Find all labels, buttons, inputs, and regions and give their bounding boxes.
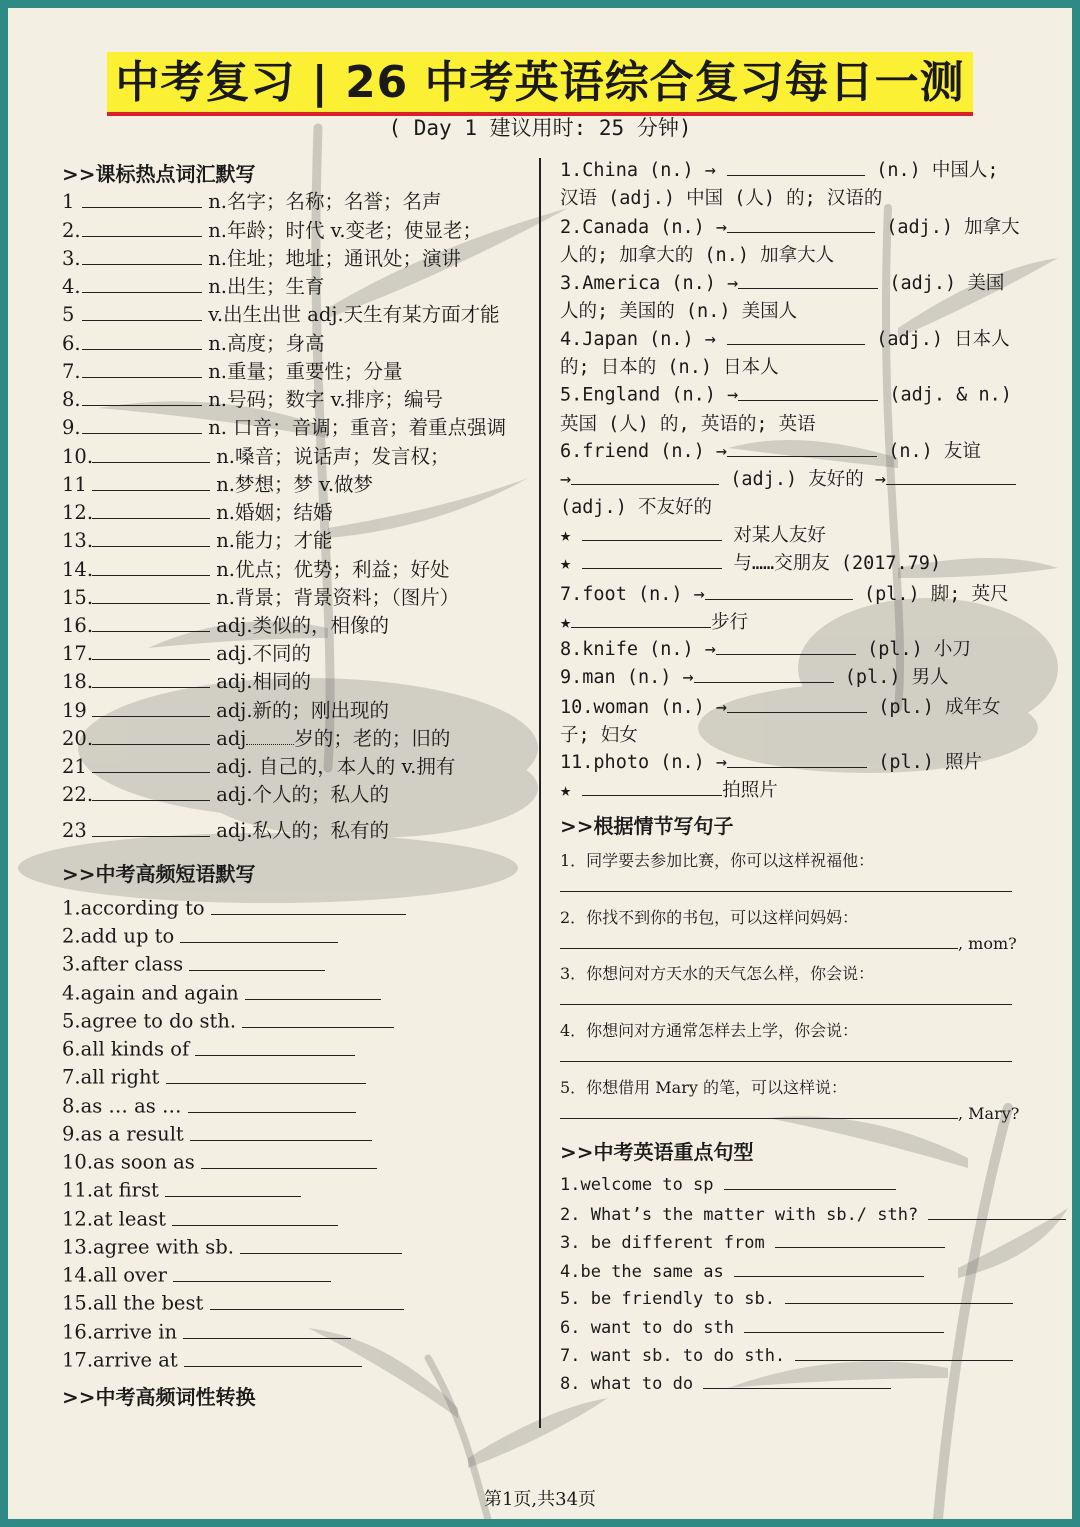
phrase-item bbox=[62, 1036, 355, 1061]
item-number: 20. bbox=[62, 727, 94, 750]
item-definition: n.号码；数字 v.排序；编号 bbox=[208, 388, 444, 411]
vocab-item bbox=[62, 469, 373, 497]
answer-blank[interactable] bbox=[775, 1231, 945, 1248]
phrase-item bbox=[62, 1177, 301, 1202]
situation-answer-line bbox=[560, 876, 1012, 896]
item-number: 16. bbox=[62, 614, 94, 637]
item-number: 18. bbox=[62, 670, 94, 693]
situation-question: 4．你想问对方通常怎样去上学，你会说： bbox=[560, 1021, 859, 1040]
answer-blank[interactable] bbox=[886, 466, 1016, 485]
item-number: 21 bbox=[62, 755, 87, 778]
wordform-line: ★ 步行 bbox=[560, 608, 748, 634]
item-definition: adj.相同的 bbox=[216, 670, 312, 693]
item-definition: n.婚姻；结婚 bbox=[216, 501, 333, 524]
wordform-line: 汉语 (adj.) 中国 (人) 的; 汉语的 bbox=[560, 188, 883, 209]
answer-blank[interactable] bbox=[189, 951, 325, 971]
situation-answer-line bbox=[560, 989, 1012, 1009]
answer-blank[interactable] bbox=[246, 725, 294, 745]
item-definition: adj.类似的，相像的 bbox=[216, 614, 390, 637]
pattern-text: 5. be friendly to sb. bbox=[560, 1289, 775, 1310]
wordform-line: 的; 日本的 (n.) 日本人 bbox=[560, 357, 779, 378]
wordform-line: 4.Japan (n.) → (adj.) 日本人 bbox=[560, 325, 1010, 351]
item-definition: n.嗓音；说话声；发言权； bbox=[216, 445, 450, 468]
pattern-item bbox=[560, 1287, 1013, 1309]
vocab-item bbox=[62, 695, 389, 723]
pos-label: adj bbox=[216, 727, 247, 750]
answer-blank[interactable] bbox=[727, 694, 867, 713]
phrase-text: 5.agree to do sth. bbox=[62, 1009, 237, 1033]
answer-blank[interactable] bbox=[190, 1121, 372, 1141]
vocab-item bbox=[62, 215, 482, 243]
vocab-item bbox=[62, 186, 441, 214]
vocab-item bbox=[62, 356, 402, 384]
item-definition: n.优点；优势；利益；好处 bbox=[216, 558, 450, 581]
wordform-line: 人的; 美国的 (n.) 美国人 bbox=[560, 301, 798, 322]
phrase-text: 15.all the best bbox=[62, 1291, 204, 1315]
answer-blank[interactable] bbox=[92, 527, 210, 547]
answer-blank[interactable] bbox=[744, 1316, 944, 1333]
answer-blank[interactable] bbox=[795, 1344, 1013, 1361]
star-icon: ★ bbox=[560, 780, 572, 801]
answer-blank[interactable] bbox=[183, 1319, 351, 1339]
answer-blank[interactable] bbox=[166, 1064, 366, 1084]
answer-blank[interactable] bbox=[703, 1372, 891, 1389]
phrase-text: 4.again and again bbox=[62, 981, 239, 1005]
answer-blank[interactable] bbox=[560, 1103, 958, 1119]
answer-blank[interactable] bbox=[928, 1203, 1066, 1220]
pattern-text: 7. want sb. to do sth. bbox=[560, 1346, 786, 1367]
phrase-text: 1.according to bbox=[62, 896, 205, 920]
answer-blank[interactable] bbox=[705, 581, 853, 600]
item-definition: n.名字；名称；名誉；名声 bbox=[208, 190, 442, 213]
phrase-item bbox=[62, 980, 381, 1005]
phrase-item bbox=[62, 1290, 404, 1315]
phrase-item bbox=[62, 1319, 351, 1344]
answer-blank[interactable] bbox=[727, 326, 865, 345]
phrase-item bbox=[62, 1234, 402, 1259]
item-number: 4. bbox=[62, 275, 81, 298]
situation-answer-line bbox=[560, 933, 1017, 953]
vocab-item bbox=[62, 723, 450, 751]
phrase-item bbox=[62, 895, 406, 920]
vocab-item bbox=[62, 815, 389, 843]
answer-blank[interactable] bbox=[92, 725, 210, 745]
answer-blank[interactable] bbox=[82, 188, 202, 208]
phrase-item bbox=[62, 1347, 362, 1372]
item-number: 1 bbox=[62, 190, 75, 213]
vocab-item bbox=[62, 525, 332, 553]
title-banner bbox=[8, 52, 1072, 116]
answer-blank[interactable] bbox=[82, 358, 202, 378]
answer-blank[interactable] bbox=[571, 609, 711, 628]
answer-blank[interactable] bbox=[92, 556, 210, 576]
answer-blank[interactable] bbox=[195, 1036, 355, 1056]
phrase-item bbox=[62, 923, 338, 948]
answer-blank[interactable] bbox=[92, 753, 210, 773]
phrase-item bbox=[62, 1149, 377, 1174]
answer-blank[interactable] bbox=[727, 214, 875, 233]
answer-blank[interactable] bbox=[727, 157, 865, 176]
pattern-text: 1.welcome to sp bbox=[560, 1175, 714, 1196]
item-definition: n.重量；重要性；分量 bbox=[208, 360, 403, 383]
item-number: 23 bbox=[62, 819, 87, 842]
phrase-text: 7.all right bbox=[62, 1065, 160, 1089]
answer-blank[interactable] bbox=[82, 386, 202, 406]
pattern-item bbox=[560, 1173, 896, 1195]
item-definition: n.住址；地址；通讯处；演讲 bbox=[208, 247, 461, 270]
section-situations-heading: >>根据情节写句子 bbox=[560, 814, 734, 838]
phrase-item bbox=[62, 1206, 338, 1231]
answer-blank[interactable] bbox=[738, 382, 878, 401]
item-number: 15. bbox=[62, 586, 94, 609]
phrase-item bbox=[62, 1008, 394, 1033]
vocab-item bbox=[62, 243, 461, 271]
answer-blank[interactable] bbox=[92, 668, 210, 688]
phrase-text: 6.all kinds of bbox=[62, 1037, 190, 1061]
situation-question: 2．你找不到你的书包，可以这样问妈妈： bbox=[560, 908, 859, 927]
phrase-item bbox=[62, 1121, 372, 1146]
item-number: 17. bbox=[62, 642, 94, 665]
wordform-line: 1.China (n.) → (n.) 中国人; bbox=[560, 156, 999, 182]
wordform-line: 2.Canada (n.) → (adj.) 加拿大 bbox=[560, 213, 1020, 239]
item-number: 14. bbox=[62, 558, 94, 581]
answer-blank[interactable] bbox=[201, 1149, 377, 1169]
item-number: 22. bbox=[62, 783, 94, 806]
item-definition: adj.个人的；私人的 bbox=[216, 783, 390, 806]
situation-answer-line bbox=[560, 1046, 1012, 1066]
item-number: 10. bbox=[62, 445, 94, 468]
vocab-item bbox=[62, 554, 449, 582]
answer-blank[interactable] bbox=[571, 466, 719, 485]
answer-blank[interactable] bbox=[727, 438, 877, 457]
star-icon: ★ bbox=[560, 612, 572, 633]
item-number: 13. bbox=[62, 529, 94, 552]
section-patterns-heading: >>中考英语重点句型 bbox=[560, 1140, 754, 1164]
item-number: 3. bbox=[62, 247, 81, 270]
item-number: 12. bbox=[62, 501, 94, 524]
phrase-text: 9.as a result bbox=[62, 1122, 184, 1146]
wordform-line: ★ 拍照片 bbox=[560, 776, 778, 802]
item-number: 6. bbox=[62, 332, 81, 355]
section-wordforms-heading: >>中考高频词性转换 bbox=[62, 1385, 256, 1409]
wordform-line: 3.America (n.) → (adj.) 美国 bbox=[560, 269, 1004, 295]
wordform-line: 子; 妇女 bbox=[560, 725, 638, 746]
worksheet-page bbox=[8, 8, 1072, 1519]
answer-blank[interactable] bbox=[716, 636, 856, 655]
pattern-text: 4.be the same as bbox=[560, 1262, 724, 1283]
item-definition: adj.不同的 bbox=[216, 642, 312, 665]
answer-blank[interactable] bbox=[184, 1347, 362, 1367]
wordform-line: 10.woman (n.) → (pl.) 成年女 bbox=[560, 693, 1001, 719]
answer-suffix: , Mary? bbox=[958, 1104, 1020, 1124]
star-icon: ★ bbox=[560, 525, 572, 546]
vocab-item bbox=[62, 328, 324, 356]
phrase-text: 16.arrive in bbox=[62, 1320, 178, 1344]
phrase-item bbox=[62, 1093, 356, 1118]
phrase-text: 13.agree with sb. bbox=[62, 1235, 234, 1259]
pattern-text: 2. What’s the matter with sb./ sth? bbox=[560, 1205, 919, 1226]
vocab-item bbox=[62, 779, 389, 807]
answer-blank[interactable] bbox=[92, 817, 210, 837]
wordform-line: (adj.) 不友好的 bbox=[560, 497, 712, 518]
answer-blank[interactable] bbox=[240, 1234, 402, 1254]
item-number: 2. bbox=[62, 219, 81, 242]
page-title: 中考复习 | 26 中考英语综合复习每日一测 bbox=[107, 52, 972, 116]
vocab-item bbox=[62, 441, 449, 469]
item-definition: n.梦想；梦 v.做梦 bbox=[216, 473, 374, 496]
answer-blank[interactable] bbox=[82, 245, 202, 265]
answer-suffix: , mom? bbox=[958, 934, 1017, 954]
vocab-item bbox=[62, 666, 311, 694]
answer-blank[interactable] bbox=[724, 1173, 896, 1190]
page-number: 第1页,共34页 bbox=[483, 1489, 597, 1510]
wordform-line: 英国 (人) 的, 英语的; 英语 bbox=[560, 414, 816, 435]
item-definition: adj.新的；刚出现的 bbox=[216, 699, 390, 722]
vocab-item bbox=[62, 751, 455, 779]
answer-blank[interactable] bbox=[727, 749, 867, 768]
answer-blank[interactable] bbox=[582, 550, 722, 569]
answer-blank[interactable] bbox=[734, 1260, 924, 1277]
wordform-line: 8.knife (n.) → (pl.) 小刀 bbox=[560, 635, 971, 661]
pattern-item bbox=[560, 1316, 944, 1338]
situation-question: 5．你想借用 Mary 的笔，可以这样说： bbox=[560, 1078, 847, 1097]
answer-blank[interactable] bbox=[582, 777, 722, 796]
phrase-item bbox=[62, 1064, 366, 1089]
answer-blank[interactable] bbox=[82, 273, 202, 293]
phrase-text: 14.all over bbox=[62, 1263, 167, 1287]
answer-blank[interactable] bbox=[82, 414, 202, 434]
answer-blank[interactable] bbox=[172, 1206, 338, 1226]
vocab-item bbox=[62, 412, 506, 440]
item-definition: 岁的；老的；旧的 bbox=[294, 727, 451, 750]
item-number: 19 bbox=[62, 699, 87, 722]
phrase-text: 3.after class bbox=[62, 952, 184, 976]
vocab-item bbox=[62, 610, 389, 638]
answer-blank[interactable] bbox=[582, 522, 722, 541]
star-icon: ★ bbox=[560, 553, 572, 574]
phrase-text: 17.arrive at bbox=[62, 1348, 178, 1372]
answer-blank[interactable] bbox=[92, 471, 210, 491]
pattern-item bbox=[560, 1203, 1066, 1225]
pattern-item bbox=[560, 1372, 891, 1394]
item-number: 8. bbox=[62, 388, 81, 411]
answer-blank[interactable] bbox=[92, 499, 210, 519]
answer-blank[interactable] bbox=[92, 640, 210, 660]
wordform-line: 人的; 加拿大的 (n.) 加拿大人 bbox=[560, 245, 835, 266]
item-definition: adj. 自己的，本人的 v.拥有 bbox=[216, 755, 456, 778]
vocab-item bbox=[62, 384, 443, 412]
item-definition: n.能力；才能 bbox=[216, 529, 333, 552]
answer-blank[interactable] bbox=[82, 330, 202, 350]
pattern-text: 3. be different from bbox=[560, 1233, 765, 1254]
answer-blank[interactable] bbox=[560, 933, 958, 949]
answer-blank[interactable] bbox=[694, 664, 834, 683]
vocab-item bbox=[62, 271, 324, 299]
answer-blank[interactable] bbox=[242, 1008, 394, 1028]
answer-blank[interactable] bbox=[165, 1177, 301, 1197]
wordform-line: 5.England (n.) → (adj. & n.) bbox=[560, 382, 1012, 406]
answer-blank[interactable] bbox=[245, 980, 381, 1000]
page-subtitle: ( Day 1 建议用时: 25 分钟) bbox=[388, 116, 692, 140]
wordform-line: 9.man (n.) → (pl.) 男人 bbox=[560, 663, 949, 689]
answer-blank[interactable] bbox=[82, 301, 202, 321]
phrase-text: 2.add up to bbox=[62, 924, 175, 948]
phrase-item bbox=[62, 1262, 331, 1287]
pattern-text: 6. want to do sth bbox=[560, 1318, 734, 1339]
wordform-line: ★ 与……交朋友 (2017.79) bbox=[560, 549, 941, 575]
item-definition: n. 口音；音调；重音；着重点强调 bbox=[208, 416, 507, 439]
phrase-text: 12.at least bbox=[62, 1207, 166, 1231]
phrase-text: 11.at first bbox=[62, 1178, 159, 1202]
answer-blank[interactable] bbox=[210, 1290, 404, 1310]
column-divider bbox=[539, 158, 541, 1428]
item-definition: n.高度；身高 bbox=[208, 332, 325, 355]
vocab-item bbox=[62, 638, 311, 666]
wordform-line: 11.photo (n.) → (pl.) 照片 bbox=[560, 748, 982, 774]
item-definition: n.年龄；时代 v.变老；使显老； bbox=[208, 219, 483, 242]
pattern-text: 8. what to do bbox=[560, 1374, 694, 1395]
answer-blank[interactable] bbox=[92, 584, 210, 604]
answer-blank[interactable] bbox=[211, 895, 406, 915]
answer-blank[interactable] bbox=[180, 923, 338, 943]
answer-blank[interactable] bbox=[92, 697, 210, 717]
answer-blank[interactable] bbox=[92, 781, 210, 801]
wordform-line: 7.foot (n.) → (pl.) 脚; 英尺 bbox=[560, 580, 1009, 606]
wordform-line: → (adj.) 友好的 → bbox=[560, 465, 1016, 491]
answer-blank[interactable] bbox=[785, 1287, 1013, 1304]
answer-blank[interactable] bbox=[82, 217, 202, 237]
section-vocab-heading: >>课标热点词汇默写 bbox=[62, 162, 256, 186]
item-definition: n.背景；背景资料；（图片） bbox=[216, 586, 460, 609]
item-number: 9. bbox=[62, 416, 81, 439]
vocab-item bbox=[62, 497, 332, 525]
situation-question: 3．你想问对方天水的天气怎么样，你会说： bbox=[560, 964, 875, 983]
section-phrases-heading: >>中考高频短语默写 bbox=[62, 862, 256, 886]
item-definition: n.出生；生育 bbox=[208, 275, 325, 298]
answer-blank[interactable] bbox=[560, 876, 1012, 892]
item-number: 5 bbox=[62, 303, 75, 326]
situation-question: 1．同学要去参加比赛，你可以这样祝福他： bbox=[560, 851, 875, 870]
answer-blank[interactable] bbox=[173, 1262, 331, 1282]
pattern-item bbox=[560, 1260, 924, 1282]
phrase-text: 10.as soon as bbox=[62, 1150, 195, 1174]
wordform-line: 6.friend (n.) → (n.) 友谊 bbox=[560, 437, 981, 463]
pattern-item bbox=[560, 1231, 945, 1253]
vocab-item bbox=[62, 582, 459, 610]
item-number: 7. bbox=[62, 360, 81, 383]
wordform-line: ★ 对某人友好 bbox=[560, 521, 826, 547]
answer-blank[interactable] bbox=[560, 1046, 1012, 1062]
answer-blank[interactable] bbox=[92, 612, 210, 632]
situation-answer-line bbox=[560, 1103, 1019, 1123]
answer-blank[interactable] bbox=[188, 1093, 356, 1113]
item-definition: adj.私人的；私有的 bbox=[216, 819, 390, 842]
item-definition: v.出生出世 adj.天生有某方面才能 bbox=[208, 303, 500, 326]
vocab-item bbox=[62, 299, 500, 327]
phrase-item bbox=[62, 951, 325, 976]
answer-blank[interactable] bbox=[560, 989, 1012, 1005]
phrase-text: 8.as … as … bbox=[62, 1094, 182, 1118]
pattern-item bbox=[560, 1344, 1013, 1366]
answer-blank[interactable] bbox=[738, 270, 878, 289]
answer-blank[interactable] bbox=[92, 443, 210, 463]
item-number: 11 bbox=[62, 473, 87, 496]
